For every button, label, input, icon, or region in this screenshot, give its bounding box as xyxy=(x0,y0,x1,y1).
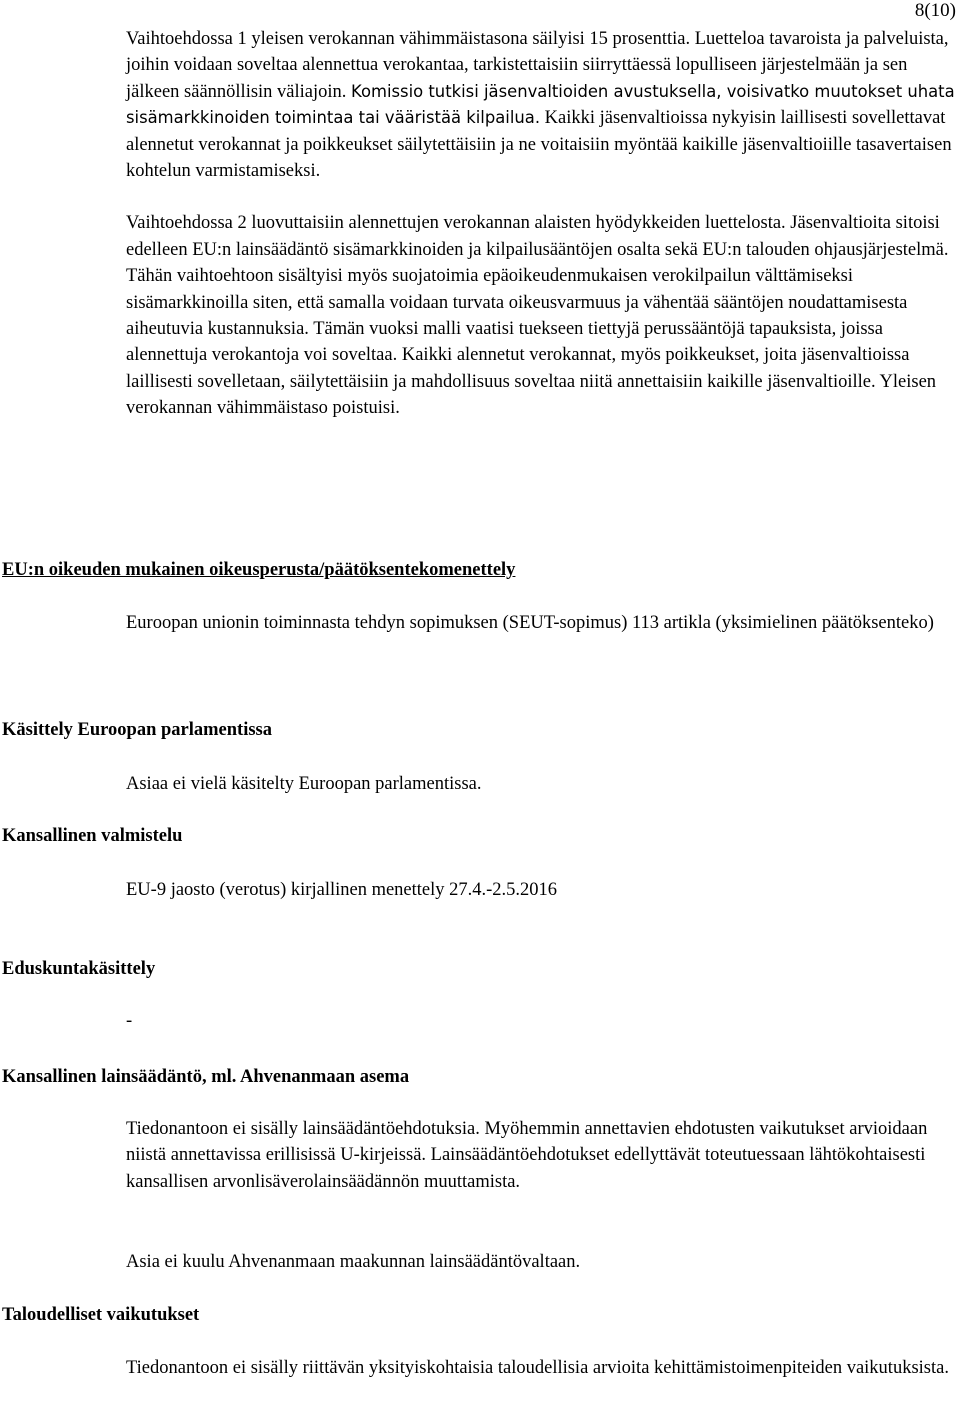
option-2-paragraph: Vaihtoehdossa 2 luovuttaisiin alennettujen verokannan alaisten hyödykkeiden luettelosta. Jäsenvaltioita sitoisi edelleen EU:n lainsäädäntö sisämarkkinoiden ja kilpailusääntöjen osalta sekä EU:n talouden ohjausjärjestelmä. Tähän vaihtoehtoon sisältyisi myös suojatoimia epäoikeudenmukaisen verokilpailun välttämiseksi sisämarkkinoilla siten, että samalla voidaan turvata oikeusvarmuus ja vähentää sääntöjen noudattamisesta aiheutuvia kustannuksia. Tämän vuoksi malli vaatisi tuekseen tiettyjä perussääntöjä tapauksista, joissa alennettuja verokantoja voi soveltaa. Kaikki alennetut verokannat, myös poikkeukset, joita jäsenvaltioissa laillisesti sovelletaan, säilytettäisiin ja mahdollisuus soveltaa niitä annettaisiin kaikille jäsenvaltioille. Yleisen verokannan vähimmäistaso poistuisi. xyxy=(126,213,949,419)
parliament-text xyxy=(126,771,956,797)
eduskunta-heading: Eduskuntakäsittely xyxy=(2,959,156,979)
economic-impacts-paragraph: Tiedonantoon ei sisälly riittävän yksityiskohtaisia taloudellisia arvioita kehittämistoimenpiteiden vaikutuksista. xyxy=(126,1358,949,1378)
national-legislation-text xyxy=(126,1116,956,1195)
national-preparation-heading: Kansallinen valmistelu xyxy=(2,826,183,846)
parliament-heading: Käsittely Euroopan parlamentissa xyxy=(2,720,272,740)
economic-impacts-heading: Taloudelliset vaikutukset xyxy=(2,1305,200,1325)
national-preparation-paragraph: EU-9 jaosto (verotus) kirjallinen menettely 27.4.-2.5.2016 xyxy=(126,880,558,900)
economic-impacts-text xyxy=(126,1355,956,1381)
option-1-text: Vaihtoehdossa 1 yleisen verokannan vähimmäistasona säilyisi 15 prosenttia. Luetteloa tavaroista ja palveluista, joihin voidaan soveltaa alennettua verokantaa, tarkistettaisiin siirryttäessä lopulliseen järjestelmään ja sen jälkeen säännöllisin väliajoin. xyxy=(126,29,949,102)
legal-basis-paragraph: Euroopan unionin toiminnasta tehdyn sopimuksen (SEUT-sopimus) 113 artikla (yksimielinen päätöksenteko) xyxy=(126,613,934,633)
option-1-paragraph xyxy=(126,26,956,184)
national-preparation-text xyxy=(126,877,956,903)
national-legislation-paragraph-1: Tiedonantoon ei sisälly lainsäädäntöehdotuksia. Myöhemmin annettavien ehdotusten vaikutukset arvioidaan niistä annettavissa erillisissä U-kirjeissä. Lainsäädäntöehdotukset edellyttävät toteutuessaan lähtökohtaisesti kansallisen arvonlisäverolainsäädännön muuttamista. xyxy=(126,1119,928,1192)
option-1-continuation-text: Kaikki jäsenvaltioissa nykyisin laillisesti sovellettavat alennetut verokannat ja poikkeukset säilytettäisiin ja ne voitaisiin myöntää kaikille jäsenvaltioiille tasavertaisen kohtelun varmistamiseksi. xyxy=(126,108,952,182)
national-legislation-paragraph-2: Asia ei kuulu Ahvenanmaan maakunnan lainsäädäntövaltaan. xyxy=(126,1252,581,1272)
eduskunta-text xyxy=(126,1008,956,1034)
aland-text xyxy=(126,1249,956,1275)
legal-basis-heading: EU:n oikeuden mukainen oikeusperusta/päätöksentekomenettely xyxy=(2,560,516,580)
paragraph-spacer xyxy=(126,184,956,210)
legal-basis-text xyxy=(126,610,956,636)
national-legislation-heading: Kansallinen lainsäädäntö, ml. Ahvenanmaan asema xyxy=(2,1067,410,1087)
option-1-commission-text: Komissio tutkisi jäsenvaltioiden avustuksella, voisivatko muutokset uhata sisämarkkinoiden toimintaa tai vääristää kilpailua. xyxy=(126,81,955,128)
intro-section xyxy=(126,26,956,422)
parliament-paragraph: Asiaa ei vielä käsitelty Euroopan parlamentissa. xyxy=(126,774,482,794)
eduskunta-paragraph: - xyxy=(126,1011,133,1031)
page-number: 8(10) xyxy=(914,0,956,21)
